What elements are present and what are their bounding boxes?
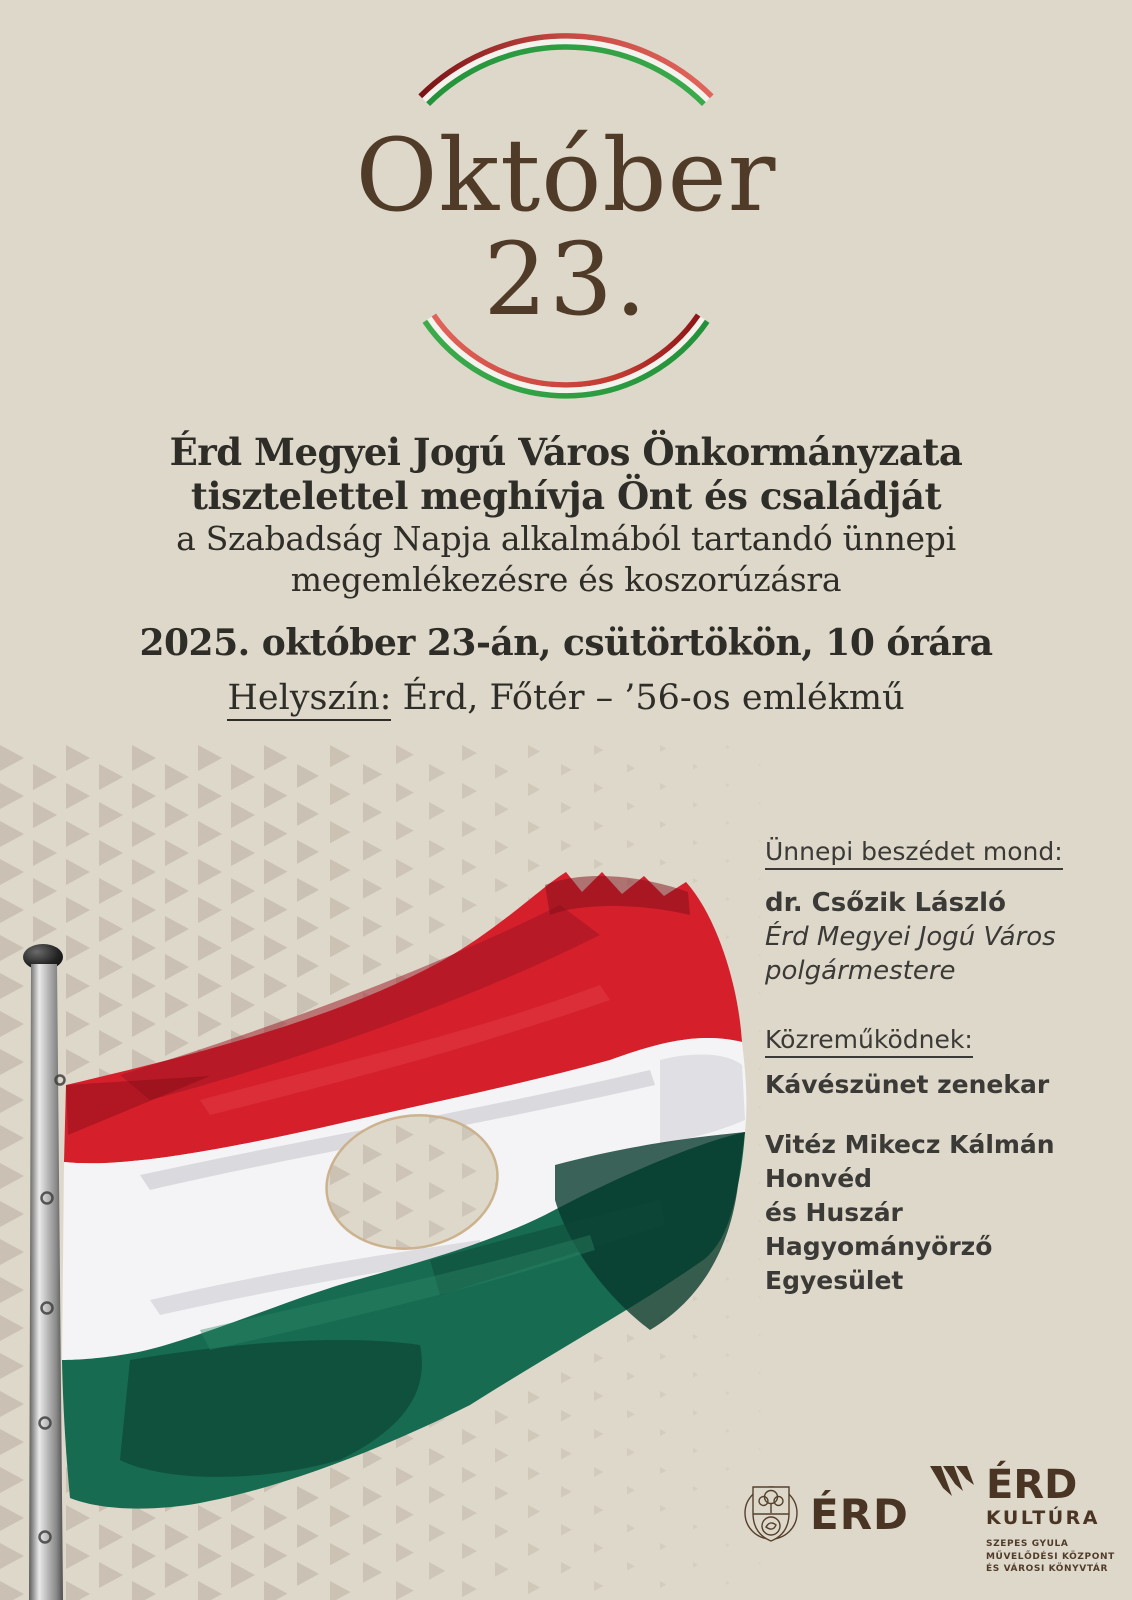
contributors-heading: Közreműködnek: (765, 1024, 973, 1056)
contributor-ensemble-line1: Vitéz Mikecz Kálmán Honvéd (765, 1130, 1055, 1193)
invitation-line-1: Érd Megyei Jogú Város Önkormányzata (169, 430, 963, 474)
erd-kultura-subtitle: SZEPES GYULA MŰVELŐDÉSI KÖZPONT ÉS VÁROSI KÖNYVTÁR (986, 1539, 1115, 1574)
contributors-section (765, 1024, 1132, 1298)
speaker-title-line2: polgármestere (765, 956, 956, 986)
location-label: Helyszín: (227, 678, 391, 721)
contributor-ensemble-line3: Egyesület (765, 1266, 904, 1295)
erd-kultura-kultura: KULTÚRA (986, 1507, 1101, 1529)
erd-kultura-mark-icon (930, 1466, 976, 1508)
speech-section (765, 836, 1132, 988)
speaker-name: dr. Csőzik László (765, 888, 1006, 918)
event-datetime: 2025. október 23-án, csütörtökön, 10 órára (139, 622, 993, 664)
invitation-line-4: megemlékezésre és koszorúzásra (290, 560, 842, 599)
contributor-band: Kávészünet zenekar (765, 1070, 1050, 1099)
location-value: Érd, Főtér – ’56-os emlékmű (391, 678, 905, 718)
flagpole (23, 944, 65, 1600)
erd-kultura-logo (930, 1462, 1115, 1576)
erd-kultura-erd: ÉRD (986, 1462, 1078, 1508)
flag-cloth (62, 872, 746, 1509)
invitation-line-2: tisztelettel meghívja Önt és családját (190, 474, 942, 518)
title-month: Október (355, 117, 777, 234)
contributor-ensemble-line2: és Huszár Hagyományörző (765, 1198, 993, 1261)
erd-wordmark: ÉRD (810, 1490, 909, 1539)
invitation-line-3: a Szabadság Napja alkalmából tartandó ünnepi (176, 519, 956, 558)
title-day: 23. (483, 221, 649, 338)
speech-heading: Ünnepi beszédet mond: (765, 836, 1063, 868)
erd-coat-of-arms-logo (742, 1480, 800, 1546)
speaker-title-line1: Érd Megyei Jogú Város (765, 922, 1056, 952)
